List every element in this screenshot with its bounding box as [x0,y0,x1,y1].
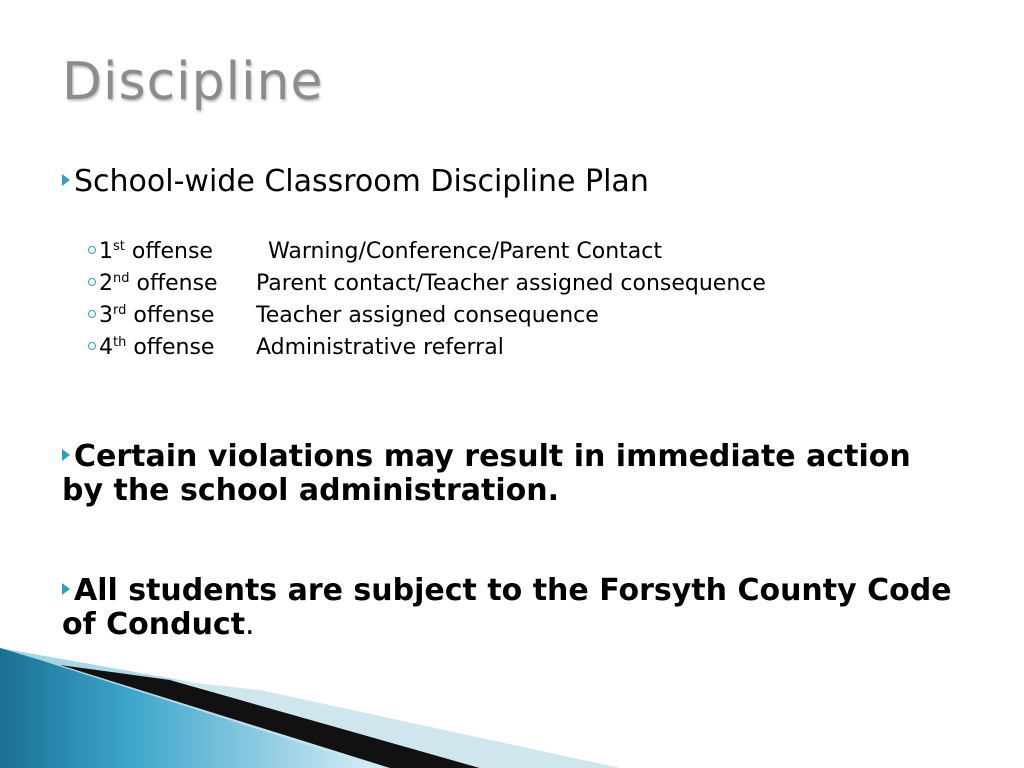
circle-bullet-icon [88,310,96,318]
offense-label [88,236,268,268]
list-item [88,300,766,332]
offense-num: 1 [99,239,113,264]
offense-label [88,332,256,364]
offense-num: 2 [99,271,113,296]
offense-number [99,239,125,264]
bullet-immediate-action [62,440,962,508]
offense-number [99,335,126,360]
arrow-bullet-icon [62,174,70,186]
bullet-discipline-plan [62,165,962,199]
offense-number [99,271,130,296]
offense-word: offense [131,239,213,264]
list-item [88,332,766,364]
offense-word: offense [133,303,215,328]
circle-bullet-icon [88,342,96,350]
circle-bullet-icon [88,278,96,286]
arrow-bullet-icon [62,449,70,461]
offense-label [88,268,256,300]
offense-number [99,303,126,328]
offense-num: 4 [99,335,113,360]
offense-word: offense [133,335,215,360]
offense-suffix: st [113,239,125,254]
bullet-text: All students are subject to the Forsyth County Code of Conduct [62,573,952,642]
bullet-text: School-wide Classroom Discipline Plan [74,164,649,199]
offense-action: Teacher assigned consequence [256,303,599,328]
circle-bullet-icon [88,246,96,254]
offense-word: offense [136,271,218,296]
offense-num: 3 [99,303,113,328]
offense-suffix: rd [113,303,127,318]
slide-title: Discipline [62,52,324,112]
list-item [88,268,766,300]
offense-action: Parent contact/Teacher assigned consequence [256,271,766,296]
bullet-text: Certain violations may result in immediate action by the school administration. [62,439,911,508]
offense-label [88,300,256,332]
bullet-code-of-conduct [62,574,962,642]
arrow-bullet-icon [62,583,70,595]
bullet-suffix: . [245,607,255,642]
offense-action: Warning/Conference/Parent Contact [268,239,663,264]
offense-list [88,236,766,364]
offense-action: Administrative referral [256,335,504,360]
list-item [88,236,766,268]
offense-suffix: th [113,335,127,350]
offense-suffix: nd [113,271,130,286]
